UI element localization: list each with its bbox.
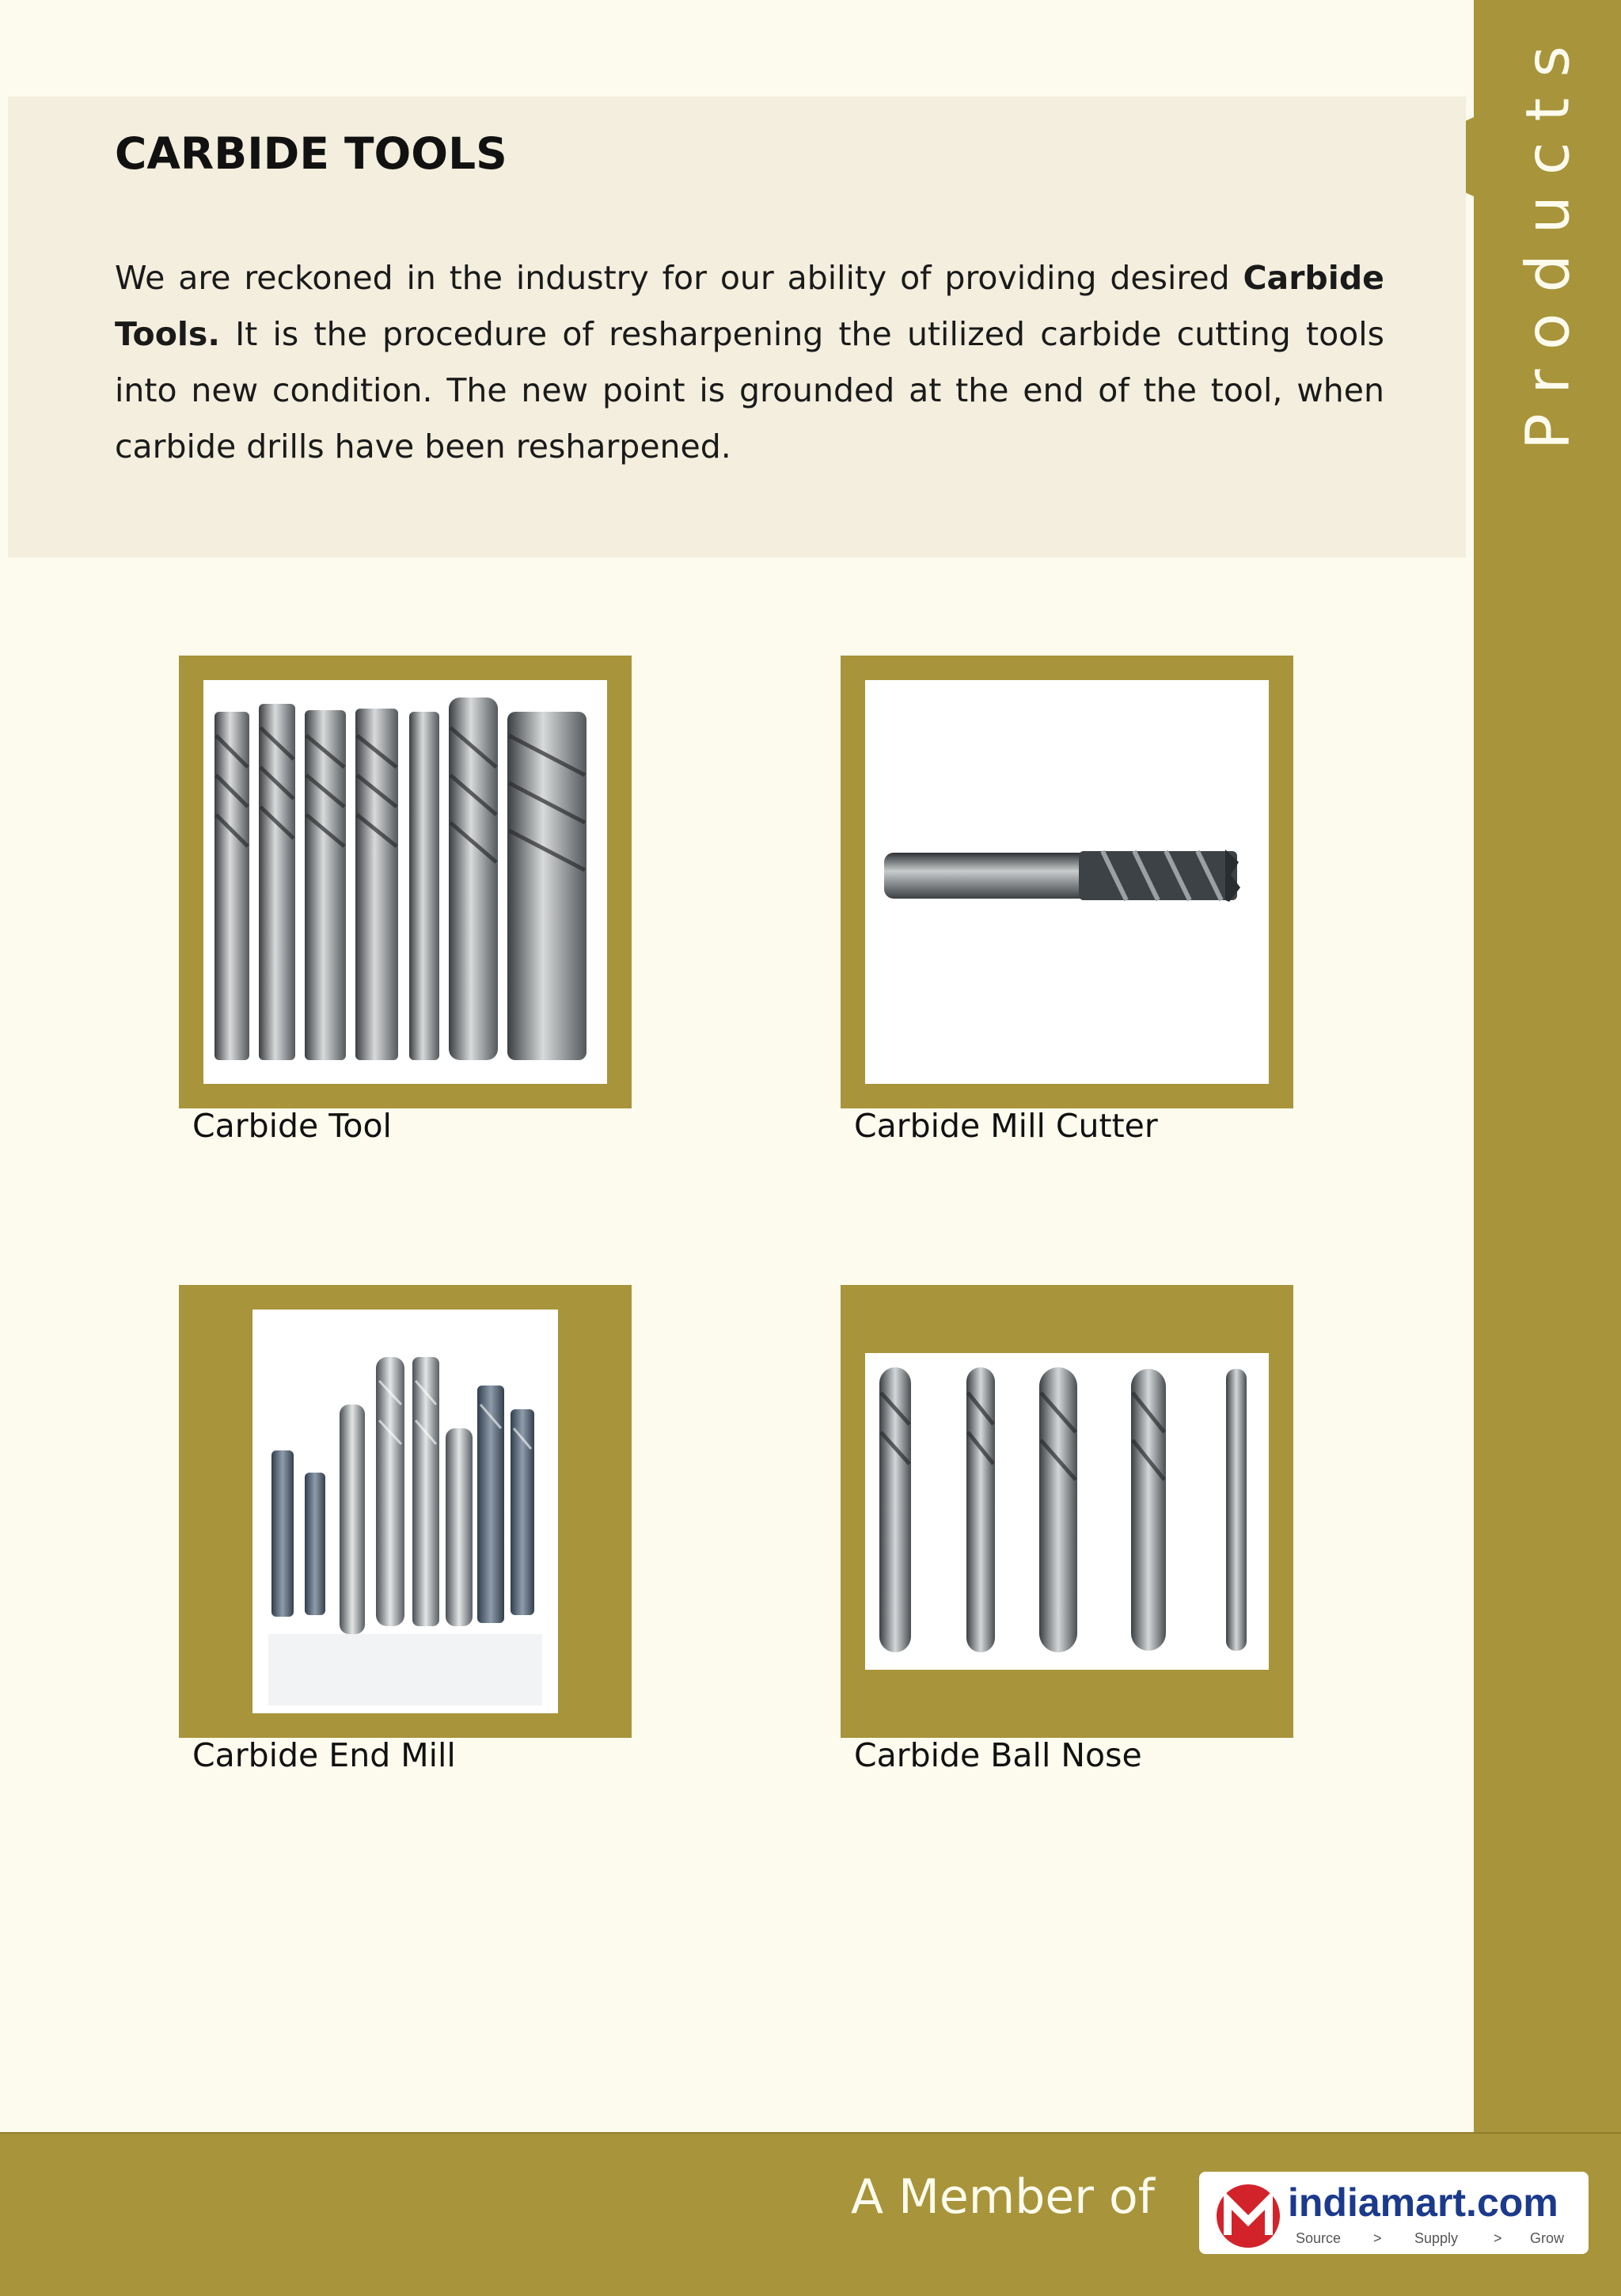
logo-tagline-supply: Supply — [1414, 2230, 1459, 2246]
member-text: A Member of — [851, 2169, 1155, 2225]
carbide-tool-image — [203, 680, 607, 1084]
indiamart-logo[interactable] — [1199, 2172, 1589, 2254]
intro-text-end: It is the procedure of resharpening the utilized carbide cutting tools into new condition. The new point is grounded at the end of the tool, when carbide drills have been resharpened. — [115, 315, 1384, 466]
intro-text-start: We are reckoned in the industry for our ability of providing desired — [115, 259, 1243, 297]
logo-brand-text: indiamart.com — [1288, 2180, 1558, 2225]
page-title: CARBIDE TOOLS — [115, 128, 507, 179]
product-caption-carbide-tool: Carbide Tool — [192, 1107, 392, 1145]
intro-paragraph — [115, 250, 1384, 475]
logo-tagline-source: Source — [1296, 2230, 1342, 2246]
intro-text-bold: Carbide Tools. — [115, 259, 1384, 353]
product-card-carbide-ball-nose[interactable] — [841, 1285, 1293, 1738]
product-caption-carbide-end-mill: Carbide End Mill — [192, 1736, 456, 1774]
carbide-ball-nose-image — [865, 1353, 1269, 1670]
product-card-carbide-tool[interactable] — [179, 656, 632, 1108]
logo-tagline-sep-2: > — [1494, 2230, 1502, 2246]
product-caption-carbide-ball-nose: Carbide Ball Nose — [854, 1736, 1142, 1774]
logo-tagline-sep-1: > — [1373, 2230, 1382, 2246]
carbide-end-mill-image — [252, 1310, 558, 1713]
sidebar-label: Products — [1512, 25, 1583, 450]
logo-tagline-grow: Grow — [1530, 2230, 1565, 2246]
carbide-mill-cutter-image — [865, 680, 1269, 1084]
product-caption-carbide-mill-cutter: Carbide Mill Cutter — [854, 1107, 1158, 1145]
product-card-carbide-mill-cutter[interactable] — [841, 656, 1293, 1108]
product-card-carbide-end-mill[interactable] — [179, 1285, 632, 1738]
